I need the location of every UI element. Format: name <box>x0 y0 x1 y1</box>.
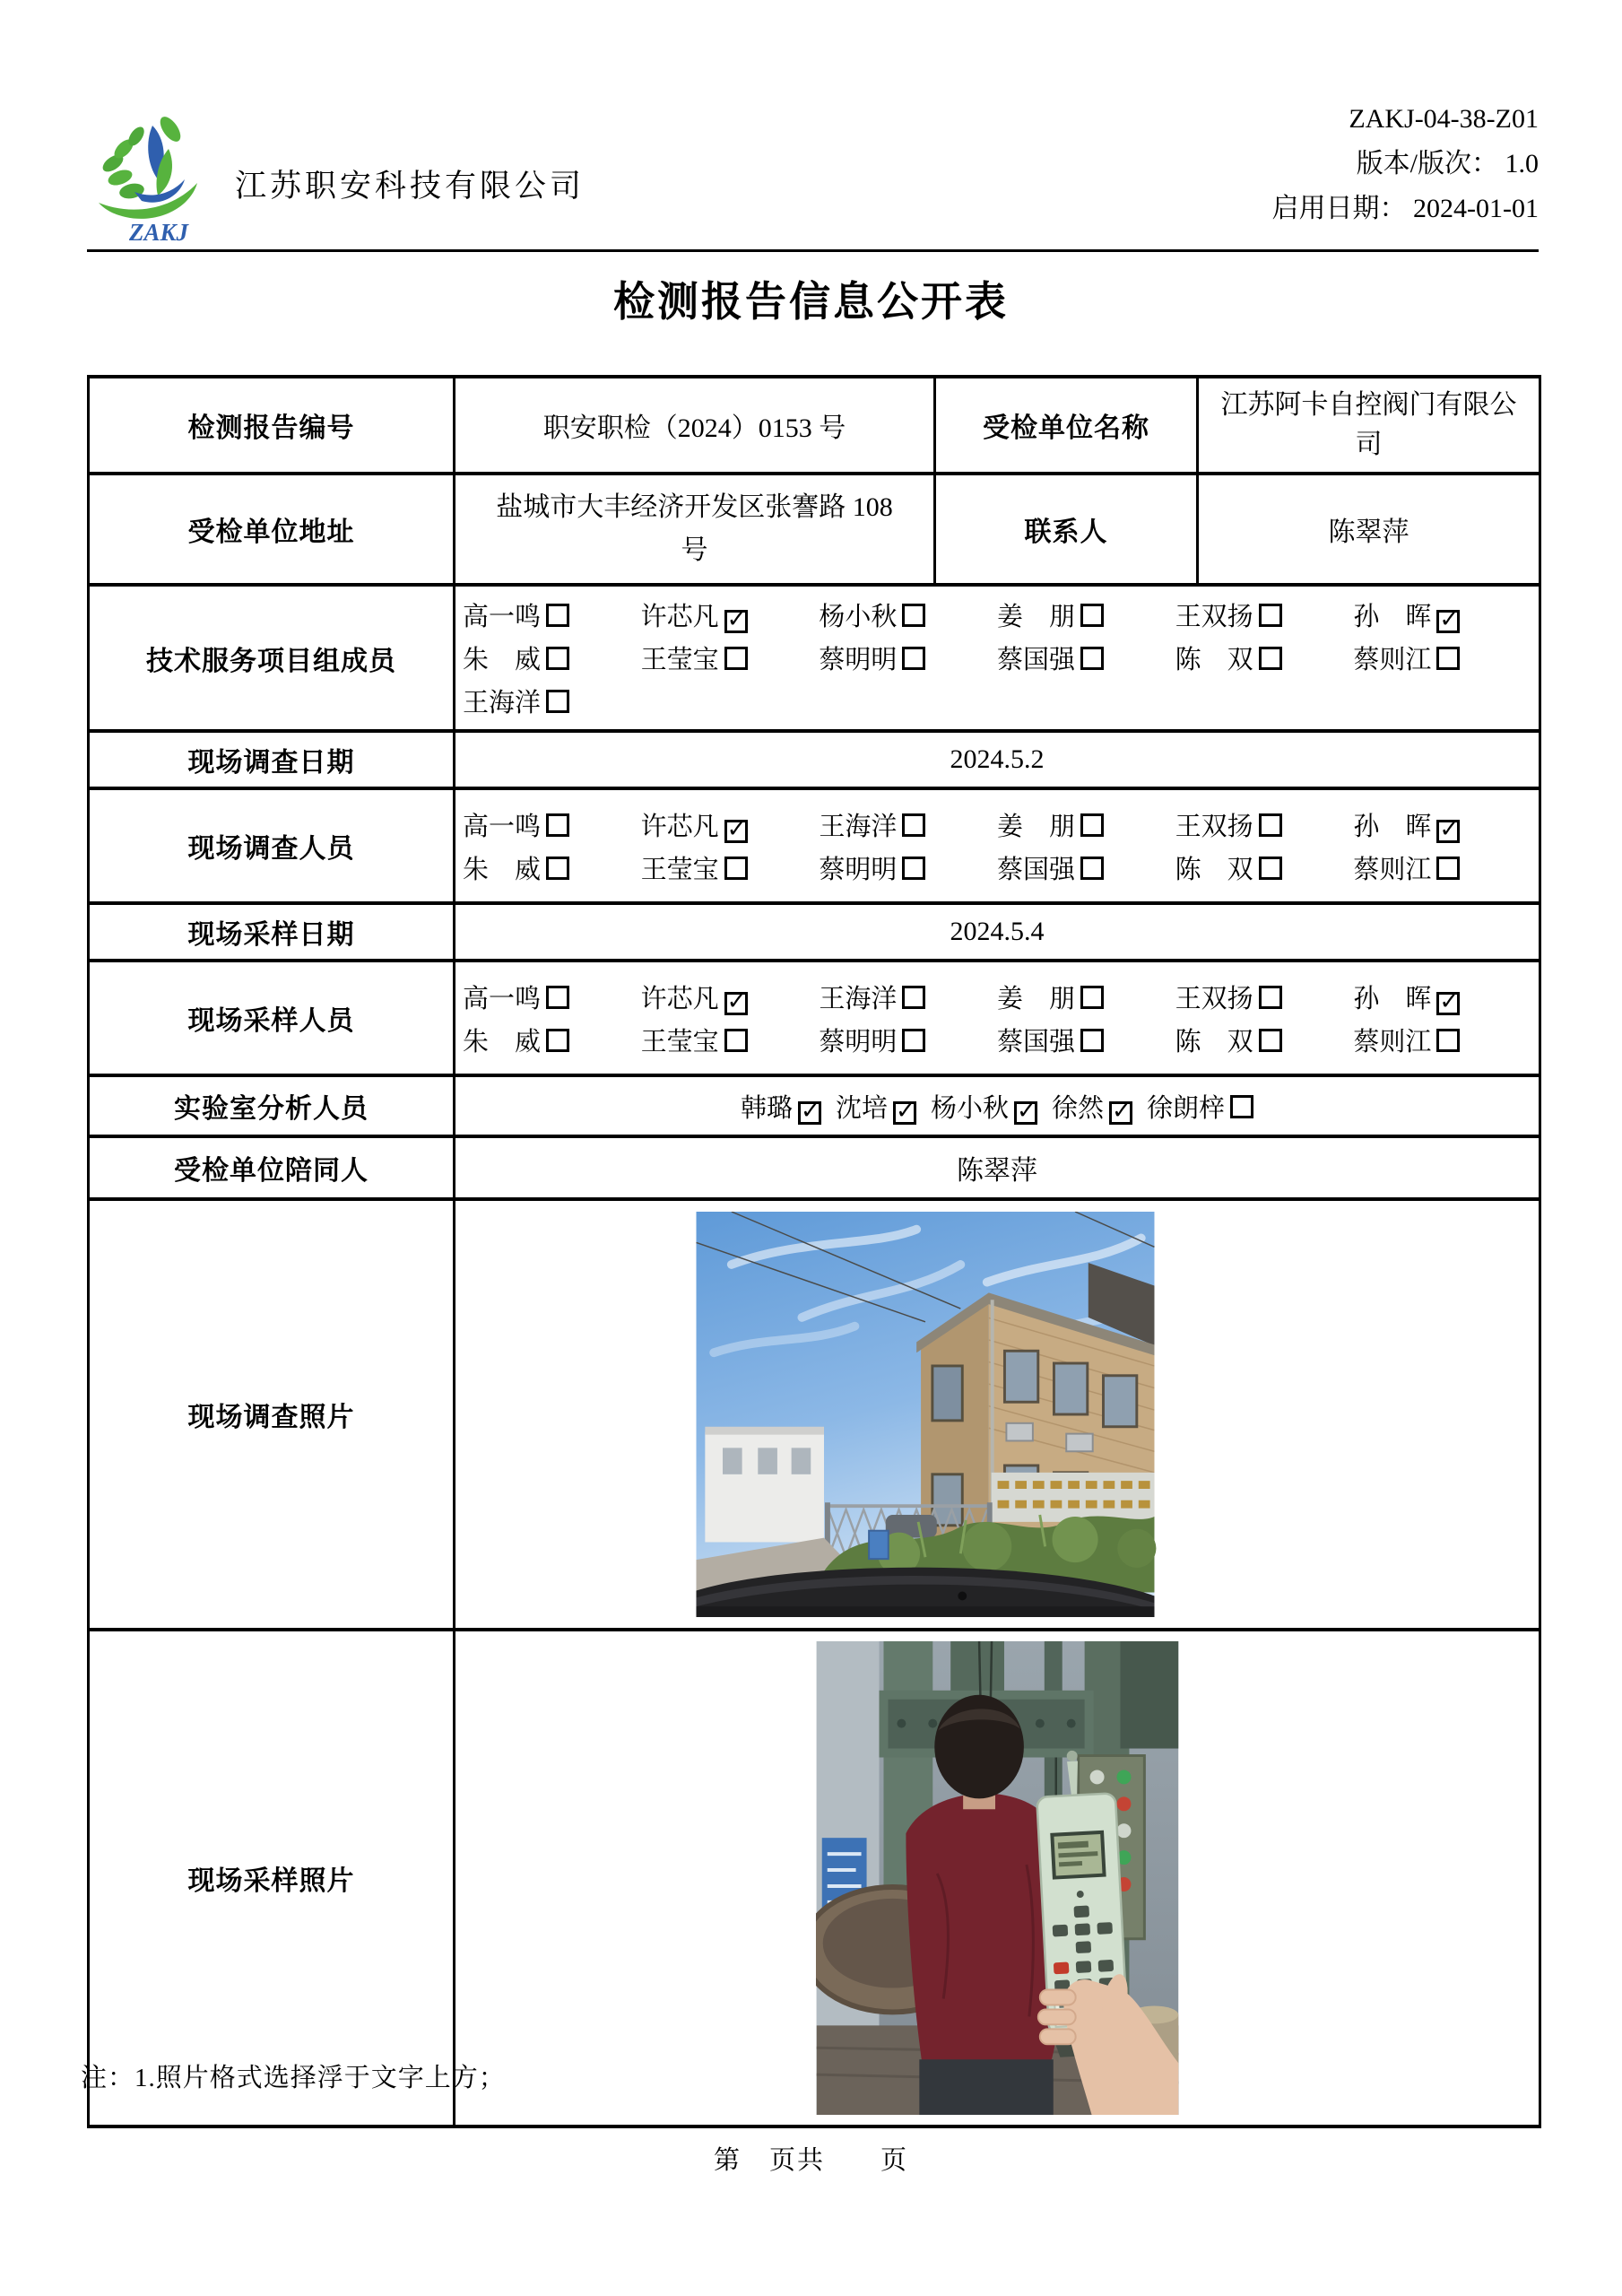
document-meta <box>1272 97 1539 231</box>
checkbox-unchecked-icon <box>1259 647 1282 670</box>
checkbox-unchecked-icon <box>546 647 569 670</box>
member-name: 陈 双 <box>1175 1027 1253 1057</box>
member-entry <box>931 1088 1037 1125</box>
table-row-sampling-staff <box>89 961 1540 1075</box>
unit-address-value: 盐城市大丰经济开发区张謇路 108 号 <box>455 474 935 585</box>
survey-staff-grid <box>463 806 1531 886</box>
logo-text: ZAKJ <box>129 219 189 246</box>
member-entry <box>819 806 997 843</box>
survey-staff-label: 现场调查人员 <box>89 788 455 903</box>
report-no-label: 检测报告编号 <box>89 377 455 474</box>
checkbox-checked-icon: ✓ <box>1109 1101 1132 1125</box>
member-name: 王双扬 <box>1175 812 1253 841</box>
member-name: 陈 双 <box>1175 855 1253 884</box>
survey-date-value: 2024.5.2 <box>455 731 1540 788</box>
member-entry <box>463 1022 641 1058</box>
checkbox-checked-icon: ✓ <box>1014 1101 1037 1125</box>
member-row <box>463 1088 1531 1125</box>
checkbox-unchecked-icon <box>1436 857 1460 880</box>
checkbox-unchecked-icon <box>902 647 925 670</box>
member-entry <box>997 806 1175 843</box>
survey-photo-label: 现场调查照片 <box>89 1199 455 1630</box>
member-name: 蔡明明 <box>819 646 898 674</box>
header-divider <box>87 249 1539 252</box>
member-entry <box>641 596 820 633</box>
member-entry <box>1353 596 1531 633</box>
member-entry <box>463 849 641 886</box>
site-survey-photo <box>692 1212 1158 1617</box>
member-name: 沈培 <box>835 1093 888 1123</box>
table-row-unit-address <box>89 474 1540 585</box>
member-name: 许芯凡 <box>640 812 719 841</box>
checkbox-checked-icon: ✓ <box>893 1101 916 1125</box>
member-name: 蔡则江 <box>1353 646 1432 674</box>
table-row-survey-date <box>89 731 1540 788</box>
checkbox-unchecked-icon <box>1259 813 1282 837</box>
table-row-lab-analysts <box>89 1075 1540 1136</box>
checkbox-unchecked-icon <box>1259 1029 1282 1052</box>
member-row <box>463 596 1531 633</box>
meter-red-button <box>1053 1962 1069 1975</box>
unit-address-label: 受检单位地址 <box>89 474 455 585</box>
sampling-staff-grid <box>463 978 1531 1058</box>
accompany-label: 受检单位陪同人 <box>89 1136 455 1199</box>
member-name: 蔡则江 <box>1353 1027 1432 1057</box>
checkbox-unchecked-icon <box>1080 604 1104 627</box>
lab-analysts-line <box>463 1088 1531 1125</box>
checkbox-unchecked-icon <box>724 857 748 880</box>
survey-photo-cell <box>455 1199 1540 1630</box>
sampling-date-value: 2024.5.4 <box>455 903 1540 961</box>
checkbox-unchecked-icon <box>1080 813 1104 837</box>
checkbox-unchecked-icon <box>1230 1095 1253 1118</box>
member-entry <box>1353 639 1531 676</box>
member-entry <box>997 639 1175 676</box>
checkbox-unchecked-icon <box>546 857 569 880</box>
member-name: 王莹宝 <box>640 1027 719 1057</box>
member-entry <box>641 1022 820 1058</box>
checkbox-unchecked-icon <box>1259 857 1282 880</box>
sampling-photo-cell <box>455 1630 1540 2126</box>
member-name: 许芯凡 <box>640 603 719 631</box>
member-name: 孙 晖 <box>1353 812 1432 841</box>
member-name: 高一鸣 <box>463 812 542 841</box>
member-name: 许芯凡 <box>640 984 719 1013</box>
contact-value: 陈翠萍 <box>1198 474 1540 585</box>
member-name: 杨小秋 <box>819 603 898 631</box>
member-entry <box>1175 806 1354 843</box>
table-row-survey-staff <box>89 788 1540 903</box>
unit-name-value: 江苏阿卡自控阀门有限公司 <box>1198 377 1540 474</box>
member-entry <box>1353 978 1531 1015</box>
member-entry <box>641 978 820 1015</box>
checkbox-unchecked-icon <box>724 1029 748 1052</box>
member-entry <box>836 1088 916 1125</box>
member-entry <box>463 639 641 676</box>
unit-name-label: 受检单位名称 <box>935 377 1198 474</box>
member-name: 王海洋 <box>819 984 898 1013</box>
member-entry <box>997 596 1175 633</box>
checkbox-unchecked-icon <box>546 813 569 837</box>
member-entry <box>1175 596 1354 633</box>
member-name: 朱 威 <box>463 1027 542 1057</box>
member-row <box>463 639 1531 676</box>
member-name: 姜 朋 <box>997 603 1076 631</box>
member-name: 蔡国强 <box>997 855 1076 884</box>
checkbox-unchecked-icon <box>902 1029 925 1052</box>
member-name: 蔡则江 <box>1353 855 1432 884</box>
member-entry <box>1175 1022 1354 1058</box>
member-name: 徐然 <box>1052 1093 1105 1123</box>
checkbox-checked-icon: ✓ <box>724 992 748 1015</box>
checkbox-checked-icon: ✓ <box>798 1101 821 1125</box>
member-entry <box>641 639 820 676</box>
company-logo <box>82 106 226 249</box>
member-entry <box>641 849 820 886</box>
report-no-value: 职安职检（2024）0153 号 <box>455 377 935 474</box>
member-row <box>463 849 1531 886</box>
member-name: 朱 威 <box>463 855 542 884</box>
checkbox-unchecked-icon <box>1080 647 1104 670</box>
checkbox-checked-icon: ✓ <box>724 820 748 843</box>
member-entry <box>463 806 641 843</box>
member-entry <box>641 806 820 843</box>
accompany-value: 陈翠萍 <box>455 1136 1540 1199</box>
table-row-sampling-photo <box>89 1630 1540 2126</box>
checkbox-unchecked-icon <box>1080 986 1104 1009</box>
zakj-logo-icon <box>82 106 226 249</box>
sampling-photo-label: 现场采样照片 <box>89 1630 455 2126</box>
member-entry <box>1147 1088 1253 1125</box>
doc-code: ZAKJ-04-38-Z01 <box>1349 104 1539 134</box>
member-name: 王双扬 <box>1175 603 1253 631</box>
member-name: 蔡国强 <box>997 646 1076 674</box>
member-entry <box>1052 1088 1132 1125</box>
member-name: 蔡国强 <box>997 1027 1076 1057</box>
sampling-staff-label: 现场采样人员 <box>89 961 455 1075</box>
member-entry <box>1175 978 1354 1015</box>
table-row-report-no <box>89 377 1540 474</box>
member-name: 陈 双 <box>1175 646 1253 674</box>
member-name: 王海洋 <box>463 689 542 718</box>
company-name: 江苏职安科技有限公司 <box>235 169 585 204</box>
member-entry <box>741 1088 821 1125</box>
site-sampling-photo <box>816 1641 1179 2115</box>
member-entry <box>1353 1022 1531 1058</box>
report-info-table <box>87 375 1541 2128</box>
checkbox-unchecked-icon <box>902 986 925 1009</box>
checkbox-unchecked-icon <box>546 604 569 627</box>
member-entry <box>1353 849 1531 886</box>
doc-version: 版本/版次： 1.0 <box>1356 149 1539 178</box>
checkbox-unchecked-icon <box>902 604 925 627</box>
table-row-sampling-date <box>89 903 1540 961</box>
page-number-footer: 第 页共 页 <box>713 2146 908 2175</box>
checkbox-unchecked-icon <box>1259 604 1282 627</box>
member-entry <box>819 849 997 886</box>
team-members-grid <box>463 596 1531 719</box>
checkbox-checked-icon: ✓ <box>1436 992 1460 1015</box>
checkbox-unchecked-icon <box>1259 986 1282 1009</box>
member-entry <box>819 978 997 1015</box>
checkbox-unchecked-icon <box>724 647 748 670</box>
member-row <box>463 683 1531 719</box>
table-row-accompany <box>89 1136 1540 1199</box>
lab-analysts-cell <box>455 1075 1540 1136</box>
member-name: 杨小秋 <box>930 1093 1009 1123</box>
checkbox-unchecked-icon <box>1436 1029 1460 1052</box>
checkbox-checked-icon: ✓ <box>1436 610 1460 633</box>
checkbox-unchecked-icon <box>902 813 925 837</box>
member-entry <box>463 683 641 719</box>
checkbox-checked-icon: ✓ <box>1436 820 1460 843</box>
member-row <box>463 806 1531 843</box>
doc-effective-date: 启用日期： 2024-01-01 <box>1271 194 1539 223</box>
team-label: 技术服务项目组成员 <box>89 585 455 731</box>
table-row-survey-photo <box>89 1199 1540 1630</box>
member-name: 蔡明明 <box>819 1027 898 1057</box>
checkbox-unchecked-icon <box>546 986 569 1009</box>
table-row-team <box>89 585 1540 731</box>
footnote: 注：1.照片格式选择浮于文字上方； <box>81 2064 506 2092</box>
member-entry <box>1175 849 1354 886</box>
member-name: 王莹宝 <box>640 646 719 674</box>
member-entry <box>997 849 1175 886</box>
distant-building <box>705 1427 824 1543</box>
member-name: 姜 朋 <box>997 984 1076 1013</box>
member-entry <box>463 978 641 1015</box>
member-name: 徐朗梓 <box>1147 1093 1226 1123</box>
checkbox-unchecked-icon <box>902 857 925 880</box>
member-entry <box>1175 639 1354 676</box>
team-members-cell <box>455 585 1540 731</box>
checkbox-unchecked-icon <box>546 1029 569 1052</box>
checkbox-unchecked-icon <box>1080 1029 1104 1052</box>
member-entry <box>819 1022 997 1058</box>
page-title: 检测报告信息公开表 <box>613 278 1009 325</box>
member-name: 高一鸣 <box>463 984 542 1013</box>
member-entry <box>1353 806 1531 843</box>
member-entry <box>819 596 997 633</box>
member-row <box>463 978 1531 1015</box>
checkbox-unchecked-icon <box>546 690 569 713</box>
sampling-date-label: 现场采样日期 <box>89 903 455 961</box>
member-name: 高一鸣 <box>463 603 542 631</box>
member-entry <box>997 978 1175 1015</box>
member-name: 孙 晖 <box>1353 984 1432 1013</box>
member-entry <box>463 596 641 633</box>
member-name: 蔡明明 <box>819 855 898 884</box>
contact-label: 联系人 <box>935 474 1198 585</box>
member-name: 王莹宝 <box>640 855 719 884</box>
logo-leaves <box>100 113 184 200</box>
checkbox-unchecked-icon <box>1080 857 1104 880</box>
member-name: 王海洋 <box>819 812 898 841</box>
member-name: 朱 威 <box>463 646 542 674</box>
member-entry <box>819 639 997 676</box>
member-name: 孙 晖 <box>1353 603 1432 631</box>
lab-analysts-label: 实验室分析人员 <box>89 1075 455 1136</box>
member-name: 韩璐 <box>740 1093 793 1123</box>
member-name: 姜 朋 <box>997 812 1076 841</box>
member-name: 王双扬 <box>1175 984 1253 1013</box>
sampling-staff-cell <box>455 961 1540 1075</box>
checkbox-unchecked-icon <box>1436 647 1460 670</box>
member-entry <box>997 1022 1175 1058</box>
survey-date-label: 现场调查日期 <box>89 731 455 788</box>
checkbox-checked-icon: ✓ <box>724 610 748 633</box>
member-row <box>463 1022 1531 1058</box>
survey-staff-cell <box>455 788 1540 903</box>
